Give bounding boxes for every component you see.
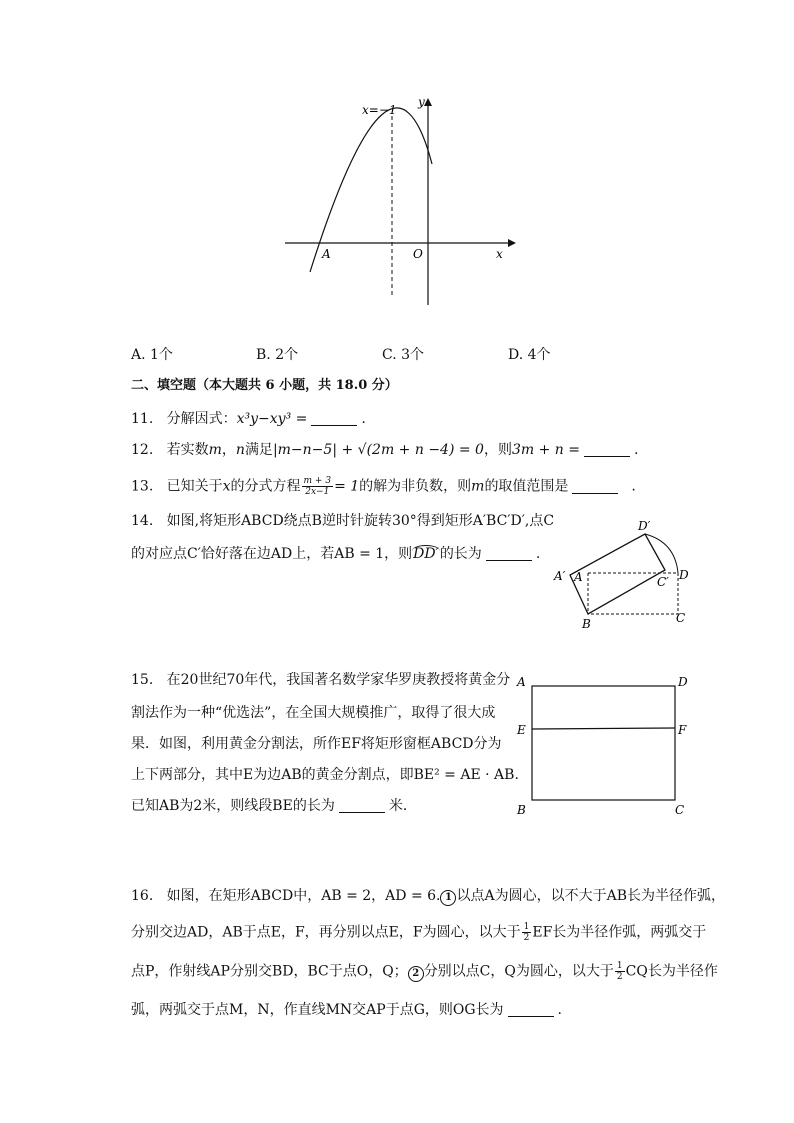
q14-line1: 如图,将矩形ABCD绕点B逆时针旋转30°得到矩形A′BC′D′,点C [166,513,555,529]
question-16-line4 [131,1000,562,1020]
rect-abcd-prime [570,534,665,614]
label-e: E [517,723,526,737]
label-a-prime: A′ [554,569,566,583]
question-15-line2: 割法作为一种“优选法”，在全国大规模推广，取得了很大成 [131,705,496,721]
q14-line2-b: 的长为 [439,546,482,562]
label-c-prime: C′ [657,575,669,589]
q16-line2-b: EF长为半径作弧，两弧交于 [532,924,707,941]
q15-answer-blank[interactable] [339,798,385,813]
section-title: 二、填空题（本大题共 6 小题，共 18.0 分） [131,378,398,393]
q14-line2-a: 的对应点C′恰好落在边AD上，若AB = 1，则 [131,546,413,562]
q12-number: 12. [131,442,154,458]
q14-answer-blank[interactable] [486,546,532,561]
q16-answer-blank[interactable] [508,1002,554,1017]
q16-tail: . [557,1002,562,1018]
q13-fraction [302,476,334,497]
q13-text-d: 的取值范围是 [484,478,569,495]
q12-text-b: 满足 [244,442,273,458]
step-1-marker: 1 [440,890,456,906]
window-figure [512,670,696,820]
q15-line5-b: 米． [388,798,417,814]
question-16-line3 [131,961,718,982]
x-axis-arrow [508,239,516,247]
question-11 [131,409,366,429]
label-d-prime: D′ [638,519,651,533]
q13-answer-blank[interactable] [572,479,618,494]
q12-math2: 3m + n = [511,442,580,458]
option-d[interactable]: D. 4个 [508,347,551,363]
q13-var-m: m [471,478,485,495]
q16-line3-a: 点P，作射线AP分别交BD，BC于点O，Q； [131,963,408,980]
q11-number: 11. [131,411,154,427]
rotation-figure [548,512,728,630]
q12-answer-blank[interactable] [584,442,630,457]
y-axis-arrow [424,98,432,106]
q13-tail: . [631,478,636,495]
q16-line4-a: 弧，两弧交于点M，N，作直线MN交AP于点G，则OG长为 [131,1002,504,1018]
option-a[interactable]: A. 1个 [131,347,173,363]
q13-text-c: 的解为非负数，则 [359,478,472,495]
q12-text-a: 若实数 [166,442,209,458]
arc-dd-prime [645,534,678,573]
q16-half-den-1: 2 [523,933,530,943]
q16-line2-a: 分别交边AD，AB于点E，F，再分别以点E，F为圆心，以大于 [131,924,521,941]
q13-math: = 1 [334,478,360,495]
label-c: C [675,803,685,817]
question-15-line1 [131,670,510,690]
point-a-label: A [322,247,331,261]
question-15-line3: 果．如图，利用黄金分割法，所作EF将矩形窗框ABCD分为 [131,736,502,752]
label-f: F [678,723,687,737]
question-16-line1 [131,886,725,906]
q14-arc: DD′ [413,546,439,562]
label-a: A [517,675,526,689]
q13-var-x: x [222,478,231,495]
q11-math: x³y−xy³ = [236,411,308,427]
question-15-line5 [131,796,417,816]
q16-line3-b: 分别以点C，Q为圆心，以大于 [423,963,614,980]
q13-frac-num: m + 3 [303,476,332,486]
question-16-line2 [131,922,706,943]
q16-half-fraction-1 [522,922,532,943]
label-a: A [574,570,583,584]
question-14-line2 [131,544,540,564]
parabola-figure [280,92,520,312]
origin-label: O [413,247,423,261]
q12-text-c: ，则 [483,442,512,458]
y-label: y [418,95,425,109]
q16-number: 16. [131,888,154,904]
segment-ef [532,728,675,729]
q13-number: 13. [131,478,154,495]
question-14-line1 [131,511,554,531]
q12-var-n: n [235,442,245,458]
q16-half-num-1: 1 [523,922,530,932]
question-13 [131,476,636,497]
q11-answer-blank[interactable] [311,411,357,426]
label-b: B [582,617,591,630]
q15-number: 15. [131,672,154,688]
q12-sep: ， [221,442,236,458]
label-c: C [676,611,686,625]
q16-line3-c: CQ长为半径作 [625,963,718,980]
q11-text: 分解因式： [166,411,237,427]
q16-line1-b: 以点A为圆心，以不大于AB长为半径作弧， [456,888,725,904]
q15-line5-a: 已知AB为2米，则线段BE的长为 [131,798,335,814]
q13-text-a: 已知关于 [166,478,223,495]
question-15-line4: 上下两部分，其中E为边AB的黄金分割点，即BE² = AE · AB. [131,767,519,783]
option-c[interactable]: C. 3个 [382,347,425,363]
q16-half-den-2: 2 [616,972,623,982]
q16-line1-a: 如图，在矩形ABCD中，AB = 2，AD = 6. [166,888,441,904]
x-label: x [496,247,503,261]
label-d: D [678,675,688,689]
label-d: D [679,568,689,582]
q16-half-num-2: 1 [616,961,623,971]
question-12 [131,440,638,460]
q13-frac-den: 2x−1 [305,487,330,497]
q12-var-m: m [208,442,222,458]
window-frame [532,686,675,800]
q14-tail: . [535,546,541,562]
label-b: B [517,803,526,817]
q11-tail: . [361,411,366,427]
q12-tail: . [633,442,639,458]
q14-number: 14. [131,513,154,529]
q13-text-b: 的分式方程 [230,478,301,495]
step-2-marker: 2 [408,966,424,982]
q12-math: |m−n−5| + √(2m + n −4) = 0 [272,442,484,458]
q15-line1: 在20世纪70年代，我国著名数学家华罗庚教授将黄金分 [166,672,511,688]
line-label: x=−1 [362,103,397,117]
option-b[interactable]: B. 2个 [256,347,299,363]
q16-half-fraction-2 [615,961,625,982]
